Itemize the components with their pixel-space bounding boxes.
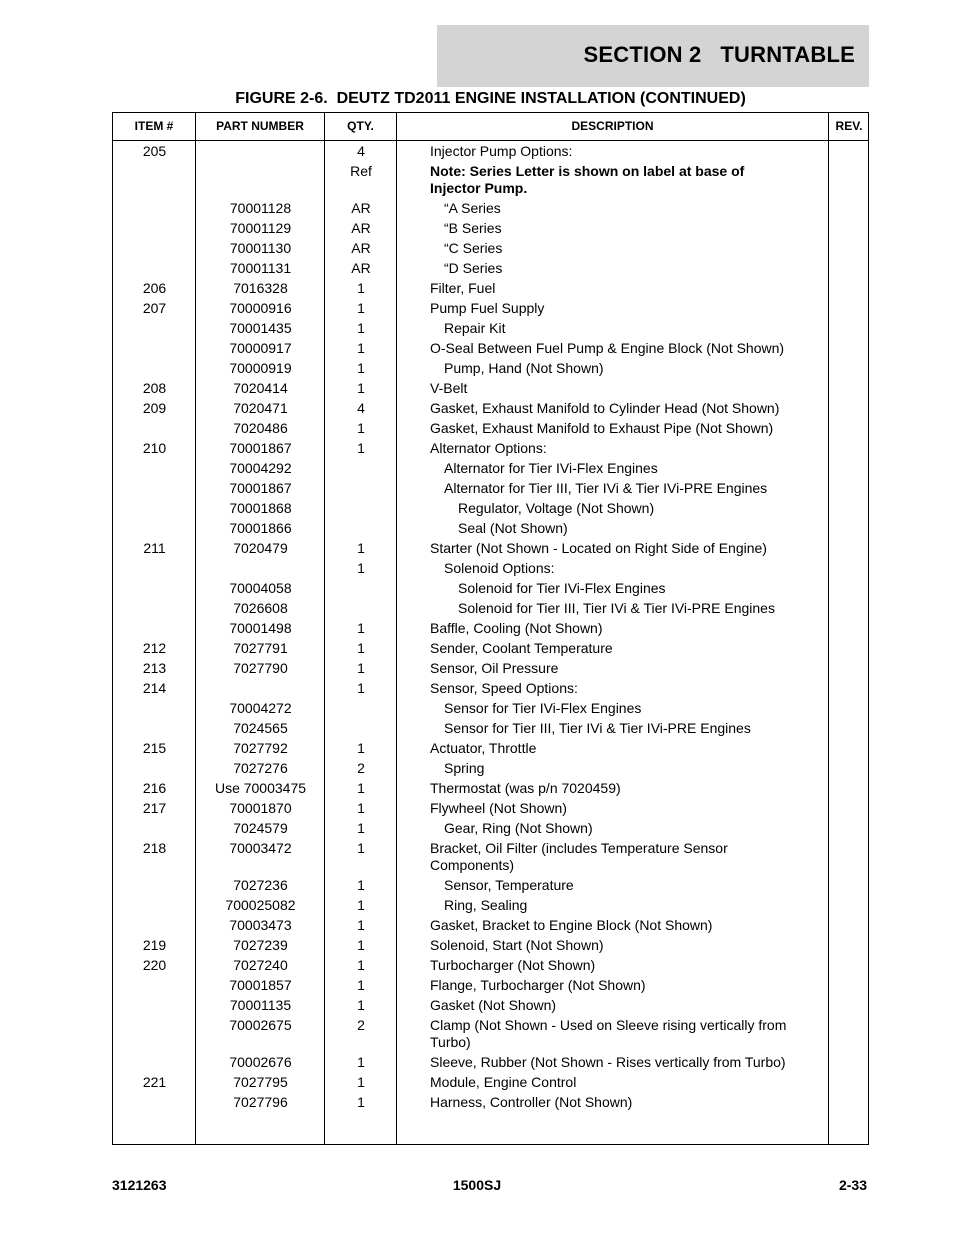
- quantity-cell: 1: [357, 339, 365, 356]
- part-number-cell: 70004272: [229, 699, 292, 716]
- quantity-cell: 1: [357, 659, 365, 676]
- table-row: [113, 935, 868, 955]
- description-cell: “A Series: [444, 199, 501, 216]
- part-number-cell: 70000916: [229, 299, 292, 316]
- revision-cell: [797, 340, 838, 357]
- item-number-cell: [113, 220, 196, 237]
- table-body: [113, 141, 868, 1112]
- part-number-cell: 70004058: [229, 579, 292, 596]
- item-number-cell: [113, 1054, 196, 1071]
- part-number-cell: 700025082: [225, 896, 296, 913]
- part-number-cell: 70001129: [229, 219, 292, 236]
- quantity-cell: 1: [357, 876, 365, 893]
- section-title: SECTION 2 TURNTABLE: [583, 42, 855, 67]
- revision-cell: [797, 977, 838, 994]
- part-number-cell: 7020471: [233, 399, 288, 416]
- table-row: [113, 915, 868, 935]
- part-number-cell: 7020486: [233, 419, 288, 436]
- footer-model: 1500SJ: [452, 1177, 502, 1193]
- revision-cell: [797, 240, 838, 257]
- part-number-cell: 70001130: [229, 239, 292, 256]
- revision-cell: [797, 200, 838, 217]
- part-number-cell: 70001867: [229, 479, 292, 496]
- part-number-cell: 70001857: [229, 976, 292, 993]
- item-number-cell: 205: [142, 142, 167, 159]
- item-number-cell: 208: [142, 379, 167, 396]
- table-row: [113, 1052, 868, 1072]
- quantity-cell: AR: [351, 219, 371, 236]
- part-number-cell: 70001866: [229, 519, 292, 536]
- revision-cell: [797, 460, 838, 477]
- item-number-cell: [113, 200, 196, 217]
- table-row: [113, 818, 868, 838]
- quantity-cell: 1: [357, 379, 365, 396]
- item-number-cell: [113, 720, 196, 737]
- revision-cell: [797, 143, 838, 160]
- table-row: [113, 678, 868, 698]
- part-number-cell: 70001867: [229, 439, 292, 456]
- revision-cell: [797, 917, 838, 934]
- quantity-cell: [325, 480, 397, 497]
- part-number-cell: 70001435: [229, 319, 292, 336]
- table-row: [113, 738, 868, 758]
- part-number-cell: [196, 143, 325, 160]
- item-number-cell: [113, 580, 196, 597]
- description-cell: “D Series: [444, 259, 503, 276]
- table-row: [113, 798, 868, 818]
- part-number-cell: 7016328: [233, 279, 288, 296]
- description-cell: Sensor, Oil Pressure: [430, 659, 559, 676]
- description-cell: Sensor, Temperature: [444, 876, 574, 893]
- revision-cell: [797, 877, 838, 894]
- description-cell: Module, Engine Control: [430, 1073, 577, 1090]
- part-number-cell: 7027796: [233, 1093, 288, 1110]
- table-row: [113, 618, 868, 638]
- table-row: [113, 498, 868, 518]
- item-number-cell: 218: [142, 839, 167, 856]
- description-cell: Pump Fuel Supply: [430, 299, 545, 316]
- part-number-cell: [196, 560, 325, 577]
- quantity-cell: Ref: [350, 162, 372, 179]
- table-row: [113, 161, 868, 198]
- item-number-cell: 214: [142, 679, 167, 696]
- table-row: [113, 278, 868, 298]
- revision-cell: [797, 540, 838, 557]
- item-number-cell: [113, 760, 196, 777]
- quantity-cell: 1: [357, 279, 365, 296]
- revision-cell: [797, 500, 838, 517]
- revision-cell: [797, 360, 838, 377]
- table-row: [113, 218, 868, 238]
- quantity-cell: 1: [357, 1053, 365, 1070]
- quantity-cell: [325, 700, 397, 717]
- description-cell: O-Seal Between Fuel Pump & Engine Block (Not Shown): [430, 339, 785, 356]
- description-cell: “B Series: [444, 219, 502, 236]
- item-number-cell: [113, 700, 196, 717]
- item-number-cell: [113, 260, 196, 277]
- description-cell: Alternator Options:: [430, 439, 547, 456]
- quantity-cell: 1: [357, 956, 365, 973]
- revision-cell: [797, 780, 838, 797]
- description-cell: Bracket, Oil Filter (includes Temperature Sensor Components): [430, 839, 728, 873]
- revision-cell: [797, 937, 838, 954]
- column-header-part-number: PART NUMBER: [216, 119, 304, 133]
- quantity-cell: [325, 600, 397, 617]
- column-header-description: DESCRIPTION: [571, 119, 654, 133]
- part-number-cell: 7027239: [233, 936, 288, 953]
- description-cell: “C Series: [444, 239, 503, 256]
- table-row: [113, 318, 868, 338]
- item-number-cell: [113, 163, 196, 197]
- description-cell: Sensor for Tier III, Tier IVi & Tier IVi-PRE Engines: [444, 719, 751, 736]
- part-number-cell: 7027790: [233, 659, 288, 676]
- quantity-cell: 1: [357, 359, 365, 376]
- quantity-cell: 1: [357, 779, 365, 796]
- table-row: [113, 558, 868, 578]
- quantity-cell: 1: [357, 619, 365, 636]
- table-row: [113, 358, 868, 378]
- item-number-cell: 220: [142, 956, 167, 973]
- revision-cell: [797, 400, 838, 417]
- revision-cell: [797, 260, 838, 277]
- table-row: [113, 298, 868, 318]
- quantity-cell: 4: [357, 399, 365, 416]
- description-cell: Gasket (Not Shown): [430, 996, 557, 1013]
- description-cell: Solenoid for Tier III, Tier IVi & Tier IVi-PRE Engines: [458, 599, 775, 616]
- table-row: [113, 418, 868, 438]
- parts-table: [112, 112, 869, 1145]
- description-cell: Spring: [444, 759, 485, 776]
- item-number-cell: 212: [142, 639, 167, 656]
- description-cell: Harness, Controller (Not Shown): [430, 1093, 633, 1110]
- revision-cell: [797, 300, 838, 317]
- quantity-cell: 1: [357, 996, 365, 1013]
- footer-document-number: 3121263: [112, 1177, 167, 1193]
- description-cell: Solenoid Options:: [444, 559, 555, 576]
- part-number-cell: 70001131: [229, 259, 292, 276]
- table-row: [113, 698, 868, 718]
- description-cell: Thermostat (was p/n 7020459): [430, 779, 621, 796]
- item-number-cell: [113, 620, 196, 637]
- part-number-cell: Use 70003475: [214, 779, 307, 796]
- item-number-cell: 219: [142, 936, 167, 953]
- table-row: [113, 718, 868, 738]
- description-cell: Repair Kit: [444, 319, 506, 336]
- quantity-cell: [325, 460, 397, 477]
- description-cell: Note: Series Letter is shown on label at base of Injector Pump.: [430, 162, 745, 196]
- revision-cell: [797, 420, 838, 437]
- table-row: [113, 198, 868, 218]
- item-number-cell: [113, 1094, 196, 1111]
- item-number-cell: [113, 240, 196, 257]
- table-row: [113, 838, 868, 875]
- table-row: [113, 658, 868, 678]
- quantity-cell: AR: [351, 239, 371, 256]
- revision-cell: [797, 480, 838, 497]
- table-row: [113, 141, 868, 161]
- revision-cell: [797, 680, 838, 697]
- description-cell: Gasket, Exhaust Manifold to Exhaust Pipe (Not Shown): [430, 419, 774, 436]
- description-cell: Clamp (Not Shown - Used on Sleeve rising vertically from Turbo): [430, 1016, 787, 1050]
- item-number-cell: [113, 460, 196, 477]
- footer-page-number: 2-33: [838, 1177, 867, 1193]
- column-header-rev: REV.: [835, 119, 863, 133]
- table-row: [113, 895, 868, 915]
- revision-cell: [797, 957, 838, 974]
- table-row: [113, 1015, 868, 1052]
- description-cell: Sensor for Tier IVi-Flex Engines: [444, 699, 642, 716]
- revision-cell: [797, 320, 838, 337]
- quantity-cell: 1: [357, 976, 365, 993]
- quantity-cell: 1: [357, 639, 365, 656]
- table-row: [113, 875, 868, 895]
- quantity-cell: [325, 720, 397, 737]
- quantity-cell: 1: [357, 739, 365, 756]
- part-number-cell: 70003472: [229, 839, 292, 856]
- revision-cell: [797, 840, 838, 874]
- description-cell: Gasket, Exhaust Manifold to Cylinder Head (Not Shown): [430, 399, 780, 416]
- item-number-cell: 210: [142, 439, 167, 456]
- revision-cell: [797, 820, 838, 837]
- item-number-cell: [113, 520, 196, 537]
- table-row: [113, 598, 868, 618]
- item-number-cell: [113, 977, 196, 994]
- quantity-cell: 1: [357, 916, 365, 933]
- part-number-cell: 70003473: [229, 916, 292, 933]
- description-cell: Solenoid, Start (Not Shown): [430, 936, 604, 953]
- part-number-cell: 70001868: [229, 499, 292, 516]
- revision-cell: [797, 380, 838, 397]
- item-number-cell: 207: [142, 299, 167, 316]
- part-number-cell: [196, 163, 325, 197]
- description-cell: Alternator for Tier IVi-Flex Engines: [444, 459, 658, 476]
- table-row: [113, 338, 868, 358]
- part-number-cell: 7027240: [233, 956, 288, 973]
- item-number-cell: [113, 1017, 196, 1051]
- quantity-cell: 1: [357, 839, 365, 856]
- part-number-cell: 7027236: [233, 876, 288, 893]
- item-number-cell: 217: [142, 799, 167, 816]
- item-number-cell: 211: [143, 539, 166, 556]
- part-number-cell: 7027791: [233, 639, 288, 656]
- part-number-cell: 7024565: [233, 719, 288, 736]
- part-number-cell: 70000919: [229, 359, 292, 376]
- description-cell: Actuator, Throttle: [430, 739, 537, 756]
- revision-cell: [797, 520, 838, 537]
- revision-cell: [797, 280, 838, 297]
- quantity-cell: [325, 580, 397, 597]
- description-cell: Turbocharger (Not Shown): [430, 956, 596, 973]
- revision-cell: [797, 640, 838, 657]
- item-number-cell: 213: [142, 659, 167, 676]
- item-number-cell: [113, 340, 196, 357]
- revision-cell: [797, 440, 838, 457]
- part-number-cell: 70000917: [229, 339, 292, 356]
- revision-cell: [797, 660, 838, 677]
- table-row: [113, 995, 868, 1015]
- item-number-cell: 216: [142, 779, 167, 796]
- table-row: [113, 458, 868, 478]
- description-cell: Baffle, Cooling (Not Shown): [430, 619, 603, 636]
- description-cell: Flange, Turbocharger (Not Shown): [430, 976, 646, 993]
- part-number-cell: 7027792: [233, 739, 288, 756]
- item-number-cell: [113, 917, 196, 934]
- quantity-cell: [325, 500, 397, 517]
- figure-title: FIGURE 2-6. DEUTZ TD2011 ENGINE INSTALLATION (CONTINUED): [235, 90, 746, 107]
- item-number-cell: 221: [142, 1073, 167, 1090]
- quantity-cell: 1: [357, 299, 365, 316]
- revision-cell: [797, 760, 838, 777]
- description-cell: Gear, Ring (Not Shown): [444, 819, 593, 836]
- quantity-cell: 2: [357, 1016, 365, 1033]
- revision-cell: [797, 897, 838, 914]
- item-number-cell: [113, 820, 196, 837]
- quantity-cell: AR: [351, 199, 371, 216]
- quantity-cell: [325, 520, 397, 537]
- revision-cell: [797, 700, 838, 717]
- part-number-cell: 70002676: [229, 1053, 292, 1070]
- table-row: [113, 478, 868, 498]
- table-row: [113, 778, 868, 798]
- description-cell: Flywheel (Not Shown): [430, 799, 567, 816]
- table-row: [113, 975, 868, 995]
- item-number-cell: [113, 500, 196, 517]
- part-number-cell: 7027795: [233, 1073, 288, 1090]
- revision-cell: [797, 1054, 838, 1071]
- item-number-cell: [113, 360, 196, 377]
- description-cell: Ring, Sealing: [444, 896, 528, 913]
- item-number-cell: [113, 560, 196, 577]
- description-cell: Sleeve, Rubber (Not Shown - Rises vertically from Turbo): [430, 1053, 786, 1070]
- revision-cell: [797, 1017, 838, 1051]
- part-number-cell: 70001498: [229, 619, 292, 636]
- description-cell: Solenoid for Tier IVi-Flex Engines: [458, 579, 666, 596]
- revision-cell: [797, 720, 838, 737]
- part-number-cell: 7027276: [233, 759, 288, 776]
- part-number-cell: 7024579: [233, 819, 288, 836]
- item-number-cell: 209: [142, 399, 167, 416]
- description-cell: Sensor, Speed Options:: [430, 679, 578, 696]
- part-number-cell: 70001135: [229, 996, 292, 1013]
- description-cell: Alternator for Tier III, Tier IVi & Tier IVi-PRE Engines: [444, 479, 768, 496]
- table-row: [113, 378, 868, 398]
- table-row: [113, 518, 868, 538]
- item-number-cell: [113, 420, 196, 437]
- item-number-cell: [113, 480, 196, 497]
- description-cell: Starter (Not Shown - Located on Right Side of Engine): [430, 539, 767, 556]
- part-number-cell: 70001870: [229, 799, 292, 816]
- quantity-cell: 1: [357, 819, 365, 836]
- revision-cell: [797, 740, 838, 757]
- table-row: [113, 238, 868, 258]
- description-cell: Filter, Fuel: [430, 279, 496, 296]
- item-number-cell: [113, 997, 196, 1014]
- revision-cell: [797, 800, 838, 817]
- quantity-cell: 1: [357, 936, 365, 953]
- description-cell: Sender, Coolant Temperature: [430, 639, 613, 656]
- description-cell: Seal (Not Shown): [458, 519, 568, 536]
- table-row: [113, 638, 868, 658]
- part-number-cell: 7020414: [233, 379, 288, 396]
- table-row: [113, 758, 868, 778]
- revision-cell: [797, 163, 838, 197]
- quantity-cell: 1: [357, 539, 365, 556]
- revision-cell: [797, 600, 838, 617]
- column-header-qty: QTY.: [347, 119, 374, 133]
- revision-cell: [797, 1094, 838, 1111]
- table-row: [113, 1092, 868, 1112]
- quantity-cell: 1: [357, 439, 365, 456]
- revision-cell: [797, 997, 838, 1014]
- description-cell: Regulator, Voltage (Not Shown): [458, 499, 655, 516]
- table-row: [113, 398, 868, 418]
- part-number-cell: [196, 680, 325, 697]
- item-number-cell: [113, 600, 196, 617]
- quantity-cell: AR: [351, 259, 371, 276]
- item-number-cell: [113, 877, 196, 894]
- quantity-cell: 1: [357, 319, 365, 336]
- column-header-item: ITEM #: [134, 119, 174, 133]
- description-cell: Injector Pump Options:: [430, 142, 573, 159]
- revision-cell: [797, 580, 838, 597]
- revision-cell: [797, 220, 838, 237]
- part-number-cell: 70004292: [229, 459, 292, 476]
- quantity-cell: 1: [357, 896, 365, 913]
- quantity-cell: 1: [357, 419, 365, 436]
- quantity-cell: 1: [357, 1093, 365, 1110]
- description-cell: Pump, Hand (Not Shown): [444, 359, 604, 376]
- quantity-cell: 1: [357, 679, 365, 696]
- quantity-cell: 1: [357, 1073, 365, 1090]
- table-row: [113, 578, 868, 598]
- quantity-cell: 2: [357, 759, 365, 776]
- quantity-cell: 4: [357, 142, 365, 159]
- description-cell: V-Belt: [430, 379, 468, 396]
- part-number-cell: 70001128: [229, 199, 292, 216]
- item-number-cell: [113, 897, 196, 914]
- quantity-cell: 1: [357, 559, 365, 576]
- revision-cell: [797, 1074, 838, 1091]
- table-row: [113, 1072, 868, 1092]
- description-cell: Gasket, Bracket to Engine Block (Not Shown): [430, 916, 713, 933]
- item-number-cell: [113, 320, 196, 337]
- item-number-cell: 206: [142, 279, 167, 296]
- part-number-cell: 7026608: [233, 599, 288, 616]
- table-row: [113, 438, 868, 458]
- section-header-band: [437, 25, 869, 87]
- item-number-cell: 215: [142, 739, 167, 756]
- table-row: [113, 258, 868, 278]
- part-number-cell: 70002675: [229, 1016, 292, 1033]
- revision-cell: [797, 620, 838, 637]
- table-row: [113, 955, 868, 975]
- table-row: [113, 538, 868, 558]
- quantity-cell: 1: [357, 799, 365, 816]
- part-number-cell: 7020479: [233, 539, 288, 556]
- revision-cell: [797, 560, 838, 577]
